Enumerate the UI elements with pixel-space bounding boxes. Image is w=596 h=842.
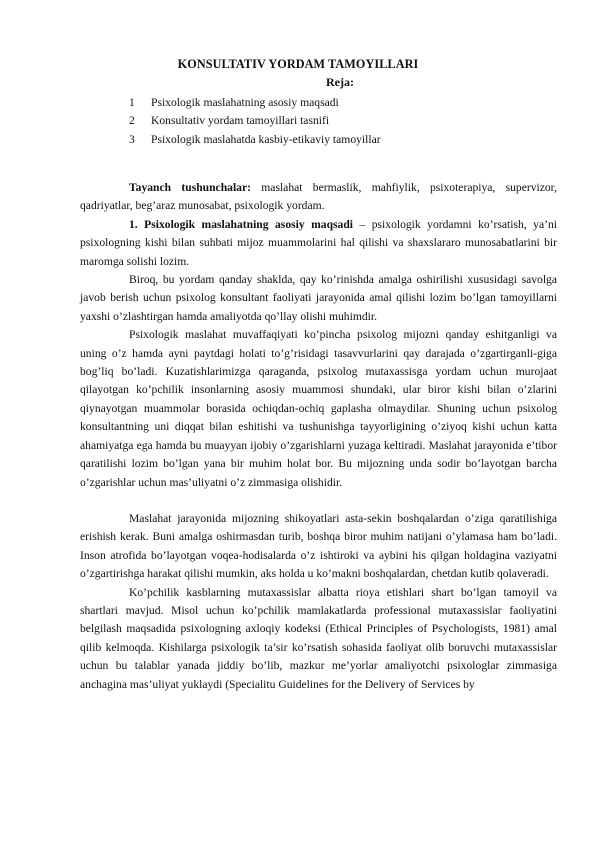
paragraph-5: Ko’pchilik kasblarning mutaxassislar albatta rioya etishlari shart bo’lgan tamoyil va shartlari mavjud. Misol uchun ko’pchilik mamlakatlarda professional mutaxassislar faoliyatini belgilash maqsadida psixologning axloqiy kodeksi (Ethical Principles of Psychologists, 1981) amal qilib kelmoqda. Kishilarga psixologik ta’sir ko’rsatish sohasida faoliyat olib boruvchi mutaxassislar uchun bu talablar yanada jiddiy bo’lib, mazkur me’yorlar amaliyotchi psixologlar zimmasiga anchagina mas’uliyat yuklaydi (Specialitu Guidelines for the Delivery of Services by <box>80 585 557 691</box>
section1-text: – psixologik yordamni ko’rsatish, ya’ni psixologning kishi bilan suhbati mijoz muammolarini hal qilishi va shaxslararo munosabatlarini bir maromga solishi lozim. <box>80 217 557 268</box>
keywords-text: maslahat bermaslik, mahfiylik, psixoterapiya, supervizor, qadriyatlar, beg’araz munosabat, psixologik yordam. <box>80 181 557 213</box>
document-title: KONSULTATIV YORDAM TAMOYILLARI <box>177 57 419 71</box>
outline-text: Konsultativ yordam tamoyillari tasnifi <box>151 114 330 128</box>
paragraph-3: Psixologik maslahat muvaffaqiyati ko’pincha psixolog mijozni qanday eshitganligi va uning o’z hamda ayni paytdagi holati to’g’risidagi tasavvurlarini qay darajada o’zgartirganli-giga bog’liq bo’ladi. Kuzatishlarimizga qaraganda, psixolog mutaxassisga yordam uchun murojaat qilayotgan ko’pchilik insonlarning asosiy muammosi shundaki, ular biror kishi bilan o’zlarini qiynayotgan muammolar borasida ochiqdan-ochiq gaplasha olmaydilar. Shuning uchun psixolog konsultantning uni diqqat bilan eshitishi va tushunishga tayyorligining o’ziyoq kishi uchun katta ahamiyatga ega hamda bu muayyan ijobiy o’zgarishlarni yuzaga keltiradi. Maslahat jarayonida e’tibor qaratilishi lozim bo’lgan yana bir muhim holat bor. Bu mijozning unda sodir bo’layotgan barcha o’zgarishlar uchun mas’uliyatni o’z zimmasiga olishidir. <box>80 328 557 489</box>
outline-item <box>129 131 381 149</box>
outline-text: Psixologik maslahatda kasbiy-etikaviy tamoyillar <box>151 132 381 146</box>
plan-label: Reja: <box>326 75 354 89</box>
outline-number: 3 <box>129 132 135 146</box>
keywords-paragraph <box>80 179 557 216</box>
outline-number: 2 <box>129 114 135 128</box>
outline-item <box>129 112 381 130</box>
keywords-label: Tayanch tushunchalar: <box>129 181 251 194</box>
section1-paragraph <box>80 216 557 271</box>
outline-number: 1 <box>129 96 135 109</box>
section1-heading: 1. Psixologik maslahatning asosiy maqsadi <box>129 217 353 231</box>
outline-text: Psixologik maslahatning asosiy maqsadi <box>151 96 339 109</box>
paragraph-2: Biroq, bu yordam qanday shaklda, qay ko’rinishda amalga oshirilishi xususidagi savolga javob berish uchun psixolog konsultant faoliyati jarayonida amal qilishi lozim bo’lgan tamoyillarni yaxshi o’zlashtirgan hamda amaliyotda qo’llay olishi muhimdir. <box>80 273 557 323</box>
document-body <box>80 161 557 694</box>
paragraph-4: Maslahat jarayonida mijozning shikoyatlari asta-sekin boshqalardan o’ziga qaratilishiga erishish kerak. Buni amalga oshirmasdan turib, boshqa biror muhim natijani o’ylamasa ham bo’ladi. Inson atrofida bo’layotgan voqea-hodisalarda o’z ishtiroki va aybini his qilgan holdagina vaziyatni o’zgartirishga harakat qilishi mumkin, aks holda u ko’makni boshqalardan, chetdan kutib qolaveradi. <box>80 511 557 581</box>
plan-outline <box>129 94 381 149</box>
outline-item <box>129 94 381 112</box>
